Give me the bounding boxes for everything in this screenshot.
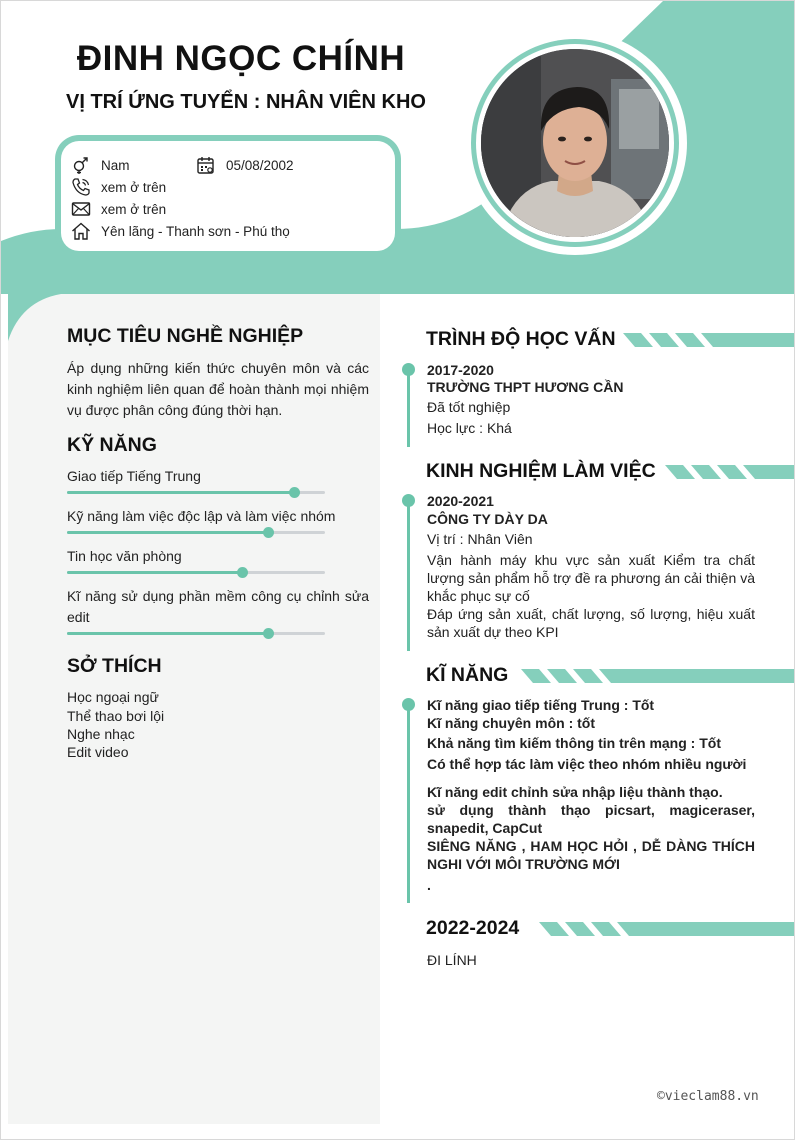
skill-line: Kĩ năng giao tiếp tiếng Trung : Tốt — [427, 697, 655, 713]
experience-description: Đáp ứng sản xuất, chất lượng, số lượng, hiệu xuất sản xuất dự theo KPI — [427, 606, 755, 640]
military-title: 2022-2024 — [426, 917, 520, 939]
skill-bar-knob — [237, 567, 248, 578]
applied-position: VỊ TRÍ ỨNG TUYỂN : NHÂN VIÊN KHO — [66, 91, 426, 113]
experience-period: 2020-2021 — [427, 493, 494, 509]
address-row — [71, 221, 290, 241]
skills-title: KỸ NĂNG — [67, 434, 157, 456]
profile-photo — [481, 49, 669, 237]
skill-line: SIÊNG NĂNG , HAM HỌC HỎI , DỄ DÀNG THÍCH NGHI VỚI MÔI TRƯỜNG MỚI — [427, 838, 755, 872]
skill-line: Kĩ năng edit chỉnh sửa nhập liệu thành thạo. — [427, 784, 723, 800]
skill-line: . — [427, 877, 431, 893]
skill-label: Giao tiếp Tiếng Trung — [67, 468, 201, 484]
skill-line: Khả năng tìm kiếm thông tin trên mạng : Tốt — [427, 735, 721, 751]
objective-text: Áp dụng những kiến thức chuyên môn và các kinh nghiệm liên quan để hoàn thành mọi nhiệm vụ được phân công đúng thời hạn. — [67, 360, 369, 418]
email-row — [71, 199, 166, 219]
military-text: ĐI LÍNH — [427, 952, 477, 968]
skill-bar-fill — [67, 531, 268, 534]
education-period: 2017-2020 — [427, 362, 494, 378]
skill-label: Kĩ năng sử dụng phần mềm công cụ chỉnh sửa edit — [67, 588, 369, 625]
birthday-row — [196, 155, 294, 175]
education-grade: Học lực : Khá — [427, 420, 512, 436]
watermark: ©vieclam88.vn — [657, 1089, 759, 1104]
hobby-item: Học ngoại ngữ — [67, 689, 159, 705]
address-value: Yên lãng - Thanh sơn - Phú thọ — [101, 223, 290, 239]
skill-line: Có thể hợp tác làm việc theo nhóm nhiều người — [427, 756, 747, 772]
skill-bar — [67, 491, 325, 494]
skill-label: Tin học văn phòng — [67, 548, 182, 564]
home-icon — [71, 221, 91, 241]
skill-bar — [67, 571, 325, 574]
skill-bar — [67, 632, 325, 635]
candidate-name: ĐINH NGỌC CHÍNH — [76, 39, 406, 78]
hobby-item: Thể thao bơi lội — [67, 708, 165, 724]
timeline-line — [407, 705, 410, 903]
skill-bar-fill — [67, 491, 294, 494]
experience-title: KINH NGHIỆM LÀM VIỆC — [426, 460, 656, 482]
timeline-line — [407, 369, 410, 447]
section-stripes — [623, 333, 795, 347]
section-stripes — [539, 922, 795, 936]
education-title: TRÌNH ĐỘ HỌC VẤN — [426, 328, 616, 350]
timeline-dot — [402, 363, 415, 376]
timeline-dot — [402, 494, 415, 507]
skill-bar-knob — [263, 527, 274, 538]
hobby-item: Nghe nhạc — [67, 726, 135, 742]
skill-bar-knob — [289, 487, 300, 498]
phone-row — [71, 177, 166, 197]
skill-bar-knob — [263, 628, 274, 639]
hobby-item: Edit video — [67, 744, 129, 760]
timeline-line — [407, 501, 410, 651]
skill-bar — [67, 531, 325, 534]
skill-label: Kỹ năng làm việc độc lập và làm việc nhóm — [67, 508, 336, 524]
education-school: TRƯỜNG THPT HƯƠNG CẦN — [427, 379, 624, 395]
experience-description: Vận hành máy khu vực sản xuất Kiểm tra chất lượng sản phẩm hỗ trợ đề ra phương án cải thiện và khắc phục sự cố — [427, 552, 755, 604]
skill-bar-fill — [67, 571, 242, 574]
skill-line: sử dụng thành thạo picsart, magiceraser, snapedit, CapCut — [427, 802, 755, 836]
calendar-icon — [196, 155, 216, 175]
gender-icon — [71, 155, 91, 175]
skill-line: Kĩ năng chuyên môn : tốt — [427, 715, 595, 731]
section-stripes — [665, 465, 795, 479]
experience-company: CÔNG TY DÀY DA — [427, 511, 548, 527]
skill-bar-fill — [67, 632, 268, 635]
birthday-value: 05/08/2002 — [226, 157, 294, 173]
phone-value: xem ở trên — [101, 179, 167, 195]
gender-row — [71, 155, 130, 175]
gender-value: Nam — [101, 157, 130, 173]
experience-role: Vị trí : Nhân Viên — [427, 531, 533, 547]
phone-icon — [71, 177, 91, 197]
section-stripes — [521, 669, 795, 683]
right-skills-title: KĨ NĂNG — [426, 664, 509, 686]
timeline-dot — [402, 698, 415, 711]
mail-icon — [71, 199, 91, 219]
education-status: Đã tốt nghiệp — [427, 399, 511, 415]
email-value: xem ở trên — [101, 201, 167, 217]
objective-title: MỤC TIÊU NGHỀ NGHIỆP — [67, 325, 304, 347]
hobbies-title: SỞ THÍCH — [67, 655, 162, 677]
